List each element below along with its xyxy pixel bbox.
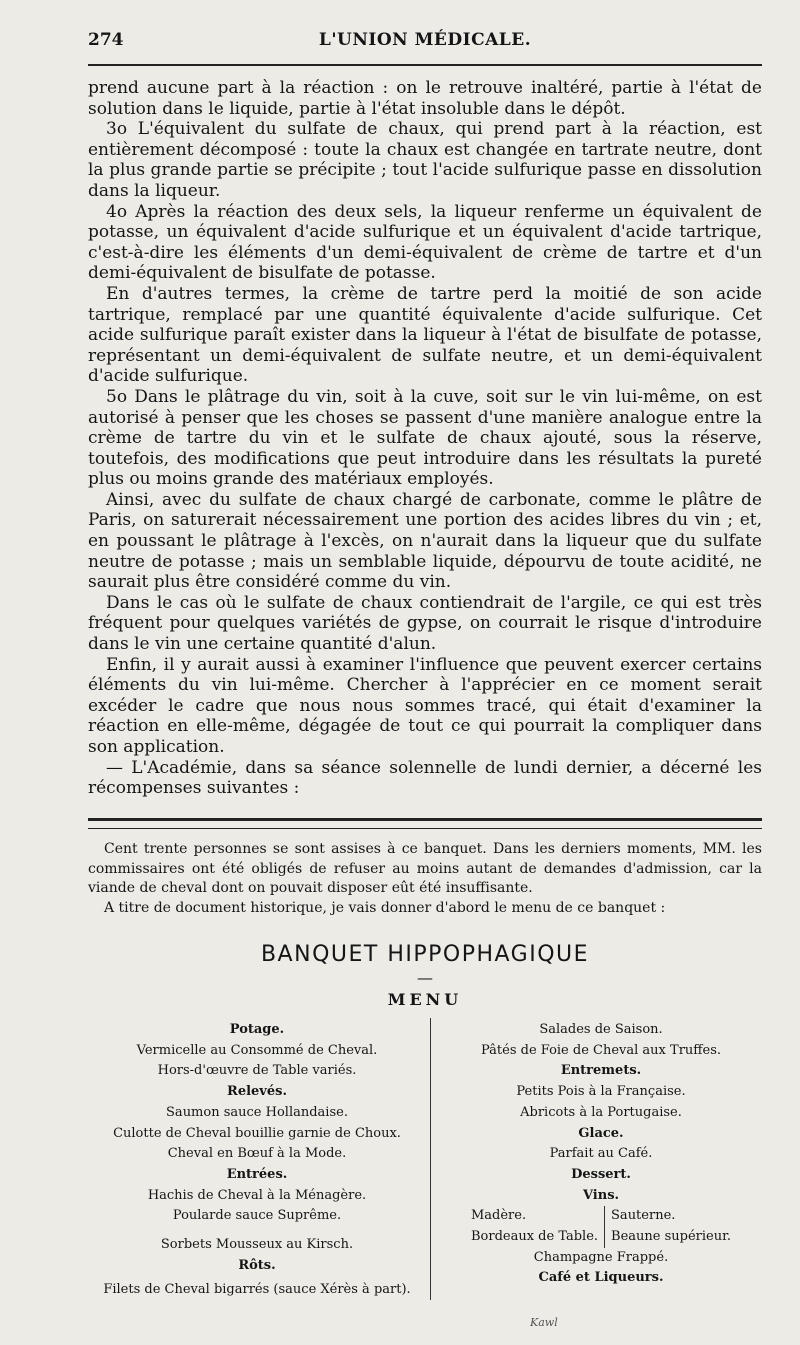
menu-item: Sorbets Mousseux au Kirsch. xyxy=(160,1237,354,1253)
menu-category-glace: Glace. xyxy=(578,1125,624,1141)
menu-right-column xyxy=(440,1020,762,1289)
menu-item: Culotte de Cheval bouillie garnie de Choux. xyxy=(113,1125,401,1141)
article-paragraph: Enfin, il y aurait aussi à examiner l'influence que peuvent exercer certains éléments du vin lui-même. Chercher à l'apprécier en ce moment serait excéder le cadre que nous nous sommes tracé, qui était d'examiner la réaction en elle-même, dégagée de tout ce qui pourrait la compliquer dans son application. xyxy=(88,654,762,757)
menu-item: Petits Pois à la Française. xyxy=(516,1084,686,1100)
article-paragraph: Ainsi, avec du sulfate de chaux chargé de carbonate, comme le plâtre de Paris, on saturerait nécessairement une portion des acides libres du vin ; et, en poussant le plâtrage à l'excès, on n'aurait dans la liqueur que du sulfate neutre de potasse ; mais un semblable liquide, dépourvu de toute acidité, ne saurait plus être considéré comme du vin. xyxy=(88,489,762,593)
menu-item: Salades de Saison. xyxy=(539,1022,663,1037)
menu-item: Hachis de Cheval à la Ménagère. xyxy=(147,1187,367,1203)
menu-category-cafe: Café et Liqueurs. xyxy=(538,1270,664,1286)
banquet-title: BANQUET HIPPOPHAGIQUE xyxy=(260,942,590,967)
feuilleton-body xyxy=(88,840,762,918)
wine-item: Sauterne. xyxy=(611,1208,676,1224)
menu-category-releves: Relevés. xyxy=(227,1084,287,1100)
title-dash: — xyxy=(417,968,433,987)
menu-left-column xyxy=(92,1020,422,1301)
article-paragraph: — L'Académie, dans sa séance solennelle de lundi dernier, a décerné les récompenses suivantes : xyxy=(88,757,762,799)
menu-item: Cheval en Bœuf à la Mode. xyxy=(167,1146,347,1162)
menu-item: Champagne Frappé. xyxy=(533,1249,669,1265)
feuilleton-paragraph: A titre de document historique, je vais donner d'abord le menu de ce banquet : xyxy=(104,899,666,916)
menu-item: Hors-d'œuvre de Table variés. xyxy=(157,1063,357,1079)
article-body xyxy=(88,78,762,799)
feuilleton-paragraph: Cent trente personnes se sont assises à ce banquet. Dans les derniers moments, MM. les commissaires ont été obligés de refuser au moins autant de demandes d'admission, car la viande de cheval dont on pouvait disposer eût été insuffisante. xyxy=(88,841,762,896)
menu-item: Pâtés de Foie de Cheval aux Truffes. xyxy=(480,1042,722,1058)
article-paragraph: 5o Dans le plâtrage du vin, soit à la cuve, soit sur le vin lui-même, on est autorisé à penser que les choses se passent d'une manière analogue entre la crème de tartre du vin et le sulfate de chaux ajouté, sous la réserve, toutefois, des modifications que peut introduire dans les résultats la pureté plus ou moins grande des matériaux employés. xyxy=(88,386,762,490)
section-divider xyxy=(88,818,762,829)
wine-column-left xyxy=(465,1206,605,1247)
wine-item: Bordeaux de Table. xyxy=(470,1229,599,1245)
menu-item: Vermicelle au Consommé de Cheval. xyxy=(136,1042,378,1058)
article-paragraph: prend aucune part à la réaction : on le retrouve inaltéré, partie à l'état de solution dans le liquide, partie à l'état insoluble dans le dépôt. xyxy=(88,78,762,119)
running-head: L'UNION MÉDICALE. xyxy=(318,30,532,50)
wine-list xyxy=(440,1206,762,1247)
signature-text: Kawl xyxy=(530,1316,558,1329)
page-header xyxy=(88,30,762,58)
article-paragraph: 3o L'équivalent du sulfate de chaux, qui prend part à la réaction, est entièrement décomposé : toute la chaux est changée en tartrate neutre, dont la plus grande partie se précipite ; tout l'acide sulfurique passe en dissolution dans la liqueur. xyxy=(88,119,762,201)
menu-item: Filets de Cheval bigarrés (sauce Xérès à part). xyxy=(103,1282,411,1298)
page-number: 274 xyxy=(88,30,124,50)
menu-category-dessert: Dessert. xyxy=(571,1166,631,1182)
menu-item: Poularde sauce Suprême. xyxy=(172,1208,342,1224)
menu-category-potage: Potage. xyxy=(229,1022,285,1037)
menu-item: Parfait au Café. xyxy=(549,1146,653,1162)
article-paragraph: Dans le cas où le sulfate de chaux contiendrait de l'argile, ce qui est très fréquent pour quelques variétés de gypse, on courrait le risque d'introduire dans le vin une certaine quantité d'alun. xyxy=(88,592,762,655)
header-rule xyxy=(88,64,762,66)
menu-category-vins: Vins. xyxy=(582,1187,620,1203)
menu-category-entrees: Entrées. xyxy=(226,1166,288,1182)
wine-column-right xyxy=(605,1206,737,1247)
menu-heading: MENU xyxy=(387,990,463,1009)
menu-item: Abricots à la Portugaise. xyxy=(520,1104,682,1120)
menu-column-divider xyxy=(430,1018,431,1300)
wine-item: Beaune supérieur. xyxy=(611,1229,732,1245)
article-paragraph: 4o Après la réaction des deux sels, la liqueur renferme un équivalent de potasse, un équivalent d'acide sulfurique et un équivalent d'acide tartrique, c'est-à-dire les éléments d'un demi-équivalent de crème de tartre et d'un demi-équivalent de bisulfate de potasse. xyxy=(88,201,762,284)
wine-item: Madère. xyxy=(470,1208,527,1224)
menu-category-entremets: Entremets. xyxy=(560,1063,642,1079)
menu-item: Saumon sauce Hollandaise. xyxy=(166,1104,348,1120)
menu-category-rots: Rôts. xyxy=(238,1257,276,1273)
article-paragraph: En d'autres termes, la crème de tartre perd la moitié de son acide tartrique, remplacé par une quantité équivalente d'acide sulfurique. Cet acide sulfurique paraît exister dans la liqueur à l'état de bisulfate de potasse, représentant un demi-équivalent de sulfate neutre, et un demi-équivalent d'acide sulfurique. xyxy=(88,283,762,387)
